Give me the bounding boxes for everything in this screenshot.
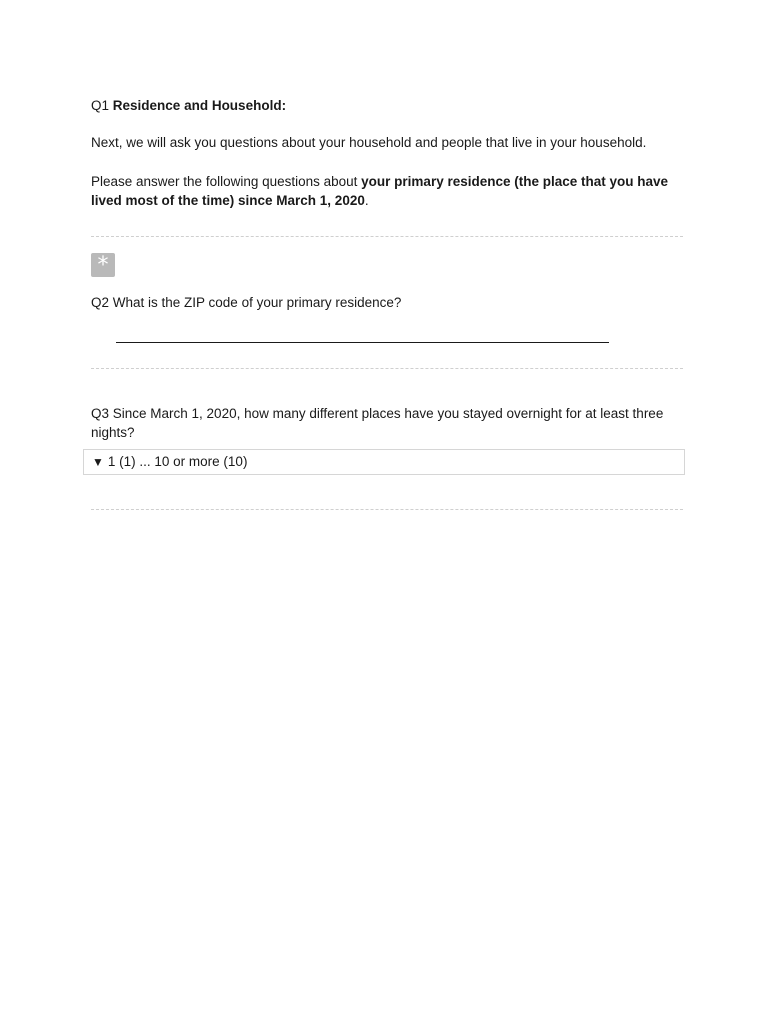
- q3-question: Q3 Since March 1, 2020, how many different places have you stayed overnight for at least three nights?: [91, 406, 664, 440]
- zip-code-input-line[interactable]: [116, 342, 609, 343]
- q1-intro-text: Next, we will ask you questions about your household and people that live in your household.: [91, 135, 647, 150]
- section-divider: [91, 509, 683, 510]
- q2-question: Q2 What is the ZIP code of your primary residence?: [91, 295, 402, 310]
- q1-title: Residence and Household:: [112, 98, 287, 113]
- q1-number: Q1: [91, 98, 110, 113]
- dropdown-value: 1 (1) ... 10 or more (10): [107, 454, 248, 469]
- section-divider: [91, 236, 683, 237]
- places-count-dropdown[interactable]: [83, 449, 685, 475]
- q1-instruction-suffix: .: [364, 193, 369, 208]
- required-asterisk-icon: *: [91, 253, 115, 277]
- q1-heading: [91, 97, 286, 115]
- q1-instruction: [91, 172, 681, 210]
- dropdown-arrow-icon: ▼: [92, 455, 104, 469]
- q1-instruction-prefix: Please answer the following questions about: [91, 174, 362, 189]
- q1-instruction-bold: your primary residence (the place that you have lived most of the time) since March 1, 2020: [91, 174, 669, 208]
- section-divider: [91, 368, 683, 369]
